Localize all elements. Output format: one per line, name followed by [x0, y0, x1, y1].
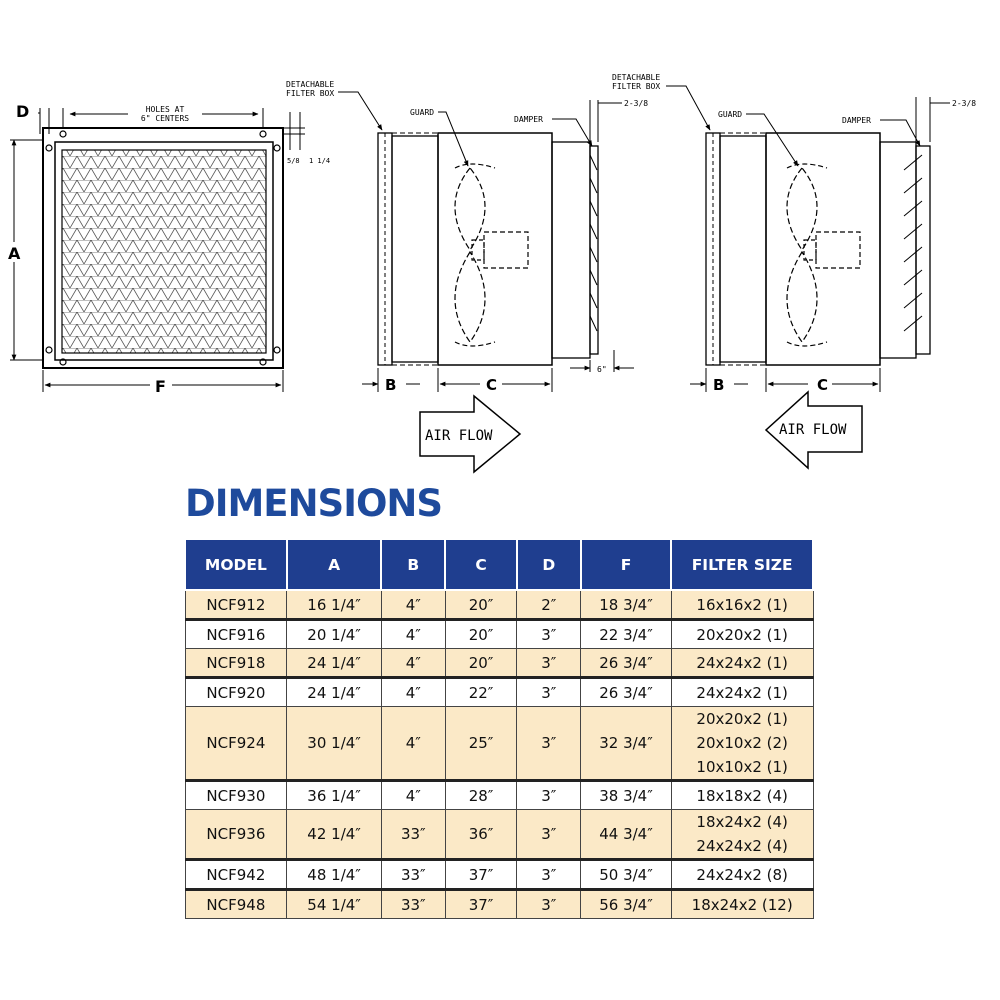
cell-d: 2″ [517, 590, 581, 620]
dim-c-label-2: C [817, 376, 829, 394]
guard-label-2: GUARD [718, 110, 743, 119]
cell-c: 28″ [445, 781, 517, 810]
filter-size-line: 18x18x2 (4) [696, 786, 788, 805]
cell-f: 50 3/4″ [581, 860, 672, 890]
cell-a: 54 1/4″ [287, 890, 382, 919]
cell-f: 18 3/4″ [581, 590, 672, 620]
side-view-supply [706, 133, 930, 365]
cell-f: 26 3/4″ [581, 678, 672, 707]
cell-d: 3″ [517, 781, 581, 810]
cell-a: 16 1/4″ [287, 590, 382, 620]
cell-a: 20 1/4″ [287, 620, 382, 649]
cell-model: NCF912 [185, 590, 287, 620]
filter-box-label-2-line1: DETACHABLE [612, 73, 661, 82]
table-row [185, 707, 813, 781]
damper-label-2: DAMPER [842, 116, 871, 125]
dim-b-label-2: B [713, 376, 725, 394]
cell-model: NCF918 [185, 649, 287, 678]
col-header-model: MODEL [185, 540, 287, 590]
cell-f: 32 3/4″ [581, 707, 672, 781]
filter-size-line: 24x24x2 (8) [696, 865, 788, 884]
cell-d: 3″ [517, 707, 581, 781]
cell-d: 3″ [517, 860, 581, 890]
cell-f: 26 3/4″ [581, 649, 672, 678]
filter-size-line: 10x10x2 (1) [696, 758, 788, 776]
cell-b: 33″ [381, 860, 445, 890]
cell-a: 36 1/4″ [287, 781, 382, 810]
cell-filter-size [671, 781, 813, 810]
top-dim-1: 2-3/8 [624, 99, 649, 108]
table-row [185, 810, 813, 860]
cell-b: 33″ [381, 890, 445, 919]
cell-b: 4″ [381, 590, 445, 620]
top-dim-2: 2-3/8 [952, 99, 977, 108]
damper-label-1: DAMPER [514, 115, 543, 124]
table-row [185, 860, 813, 890]
cell-model: NCF924 [185, 707, 287, 781]
cell-filter-size [671, 890, 813, 919]
dimensions-table [184, 540, 814, 919]
cell-b: 4″ [381, 649, 445, 678]
cell-filter-size [671, 860, 813, 890]
cell-filter-size [671, 707, 813, 781]
cell-f: 22 3/4″ [581, 620, 672, 649]
bottom-dim-1: 6" [597, 365, 607, 374]
cell-d: 3″ [517, 678, 581, 707]
cell-a: 24 1/4″ [287, 678, 382, 707]
cell-c: 25″ [445, 707, 517, 781]
cell-model: NCF930 [185, 781, 287, 810]
dim-c-label-1: C [486, 376, 498, 394]
dim-a-label: A [8, 244, 21, 263]
cell-b: 4″ [381, 678, 445, 707]
technical-drawing [0, 0, 1000, 490]
table-row [185, 649, 813, 678]
filter-size-line: 18x24x2 (12) [691, 895, 793, 914]
small-dim-2: 1 1/4 [309, 157, 331, 165]
dimensions-heading: DIMENSIONS [185, 482, 443, 525]
filter-box-label-1-line1: DETACHABLE [286, 80, 335, 89]
cell-a: 42 1/4″ [287, 810, 382, 860]
guard-label-1: GUARD [410, 108, 435, 117]
cell-model: NCF948 [185, 890, 287, 919]
cell-b: 33″ [381, 810, 445, 860]
filter-size-line: 24x24x2 (4) [696, 837, 788, 855]
filter-size-line: 24x24x2 (1) [696, 683, 788, 702]
col-header-d: D [517, 540, 581, 590]
cell-b: 4″ [381, 707, 445, 781]
cell-f: 38 3/4″ [581, 781, 672, 810]
side-view-exhaust [378, 133, 598, 365]
small-dim-1: 5/8 [287, 157, 300, 165]
cell-c: 36″ [445, 810, 517, 860]
cell-c: 37″ [445, 860, 517, 890]
cell-d: 3″ [517, 810, 581, 860]
dim-b-label-1: B [385, 376, 397, 394]
filter-size-line: 16x16x2 (1) [696, 595, 788, 614]
col-header-filter-size: FILTER SIZE [671, 540, 813, 590]
holes-label-line2: 6" CENTERS [140, 114, 190, 123]
col-header-a: A [287, 540, 382, 590]
cell-d: 3″ [517, 649, 581, 678]
table-row [185, 890, 813, 919]
filter-box-label-1-line2: FILTER BOX [286, 89, 335, 98]
table-row [185, 590, 813, 620]
cell-b: 4″ [381, 781, 445, 810]
cell-filter-size [671, 678, 813, 707]
col-header-f: F [581, 540, 672, 590]
holes-label-line1: HOLES AT [145, 105, 185, 114]
cell-filter-size [671, 649, 813, 678]
cell-d: 3″ [517, 620, 581, 649]
cell-model: NCF936 [185, 810, 287, 860]
table-row [185, 678, 813, 707]
airflow-label-1: AIR FLOW [425, 428, 493, 444]
cell-c: 37″ [445, 890, 517, 919]
filter-size-line: 20x20x2 (1) [696, 625, 788, 644]
cell-b: 4″ [381, 620, 445, 649]
col-header-c: C [445, 540, 517, 590]
cell-model: NCF942 [185, 860, 287, 890]
cell-model: NCF916 [185, 620, 287, 649]
cell-filter-size [671, 810, 813, 860]
cell-filter-size [671, 620, 813, 649]
cell-a: 48 1/4″ [287, 860, 382, 890]
cell-c: 20″ [445, 649, 517, 678]
cell-f: 44 3/4″ [581, 810, 672, 860]
cell-a: 24 1/4″ [287, 649, 382, 678]
cell-d: 3″ [517, 890, 581, 919]
filter-size-line: 24x24x2 (1) [696, 653, 788, 672]
filter-box-label-2-line2: FILTER BOX [612, 82, 661, 91]
dim-f-label: F [155, 377, 166, 396]
filter-size-line: 20x20x2 (1) [696, 710, 788, 728]
cell-a: 30 1/4″ [287, 707, 382, 781]
table-row [185, 781, 813, 810]
filter-size-line: 18x24x2 (4) [696, 813, 788, 831]
cell-c: 22″ [445, 678, 517, 707]
cell-model: NCF920 [185, 678, 287, 707]
cell-filter-size [671, 590, 813, 620]
cell-c: 20″ [445, 590, 517, 620]
cell-f: 56 3/4″ [581, 890, 672, 919]
airflow-label-2: AIR FLOW [779, 422, 847, 438]
front-view [4, 102, 330, 396]
table-header-row [185, 540, 813, 590]
col-header-b: B [381, 540, 445, 590]
dim-d-label: D [16, 102, 30, 121]
filter-size-line: 20x10x2 (2) [696, 734, 788, 752]
cell-c: 20″ [445, 620, 517, 649]
table-row [185, 620, 813, 649]
